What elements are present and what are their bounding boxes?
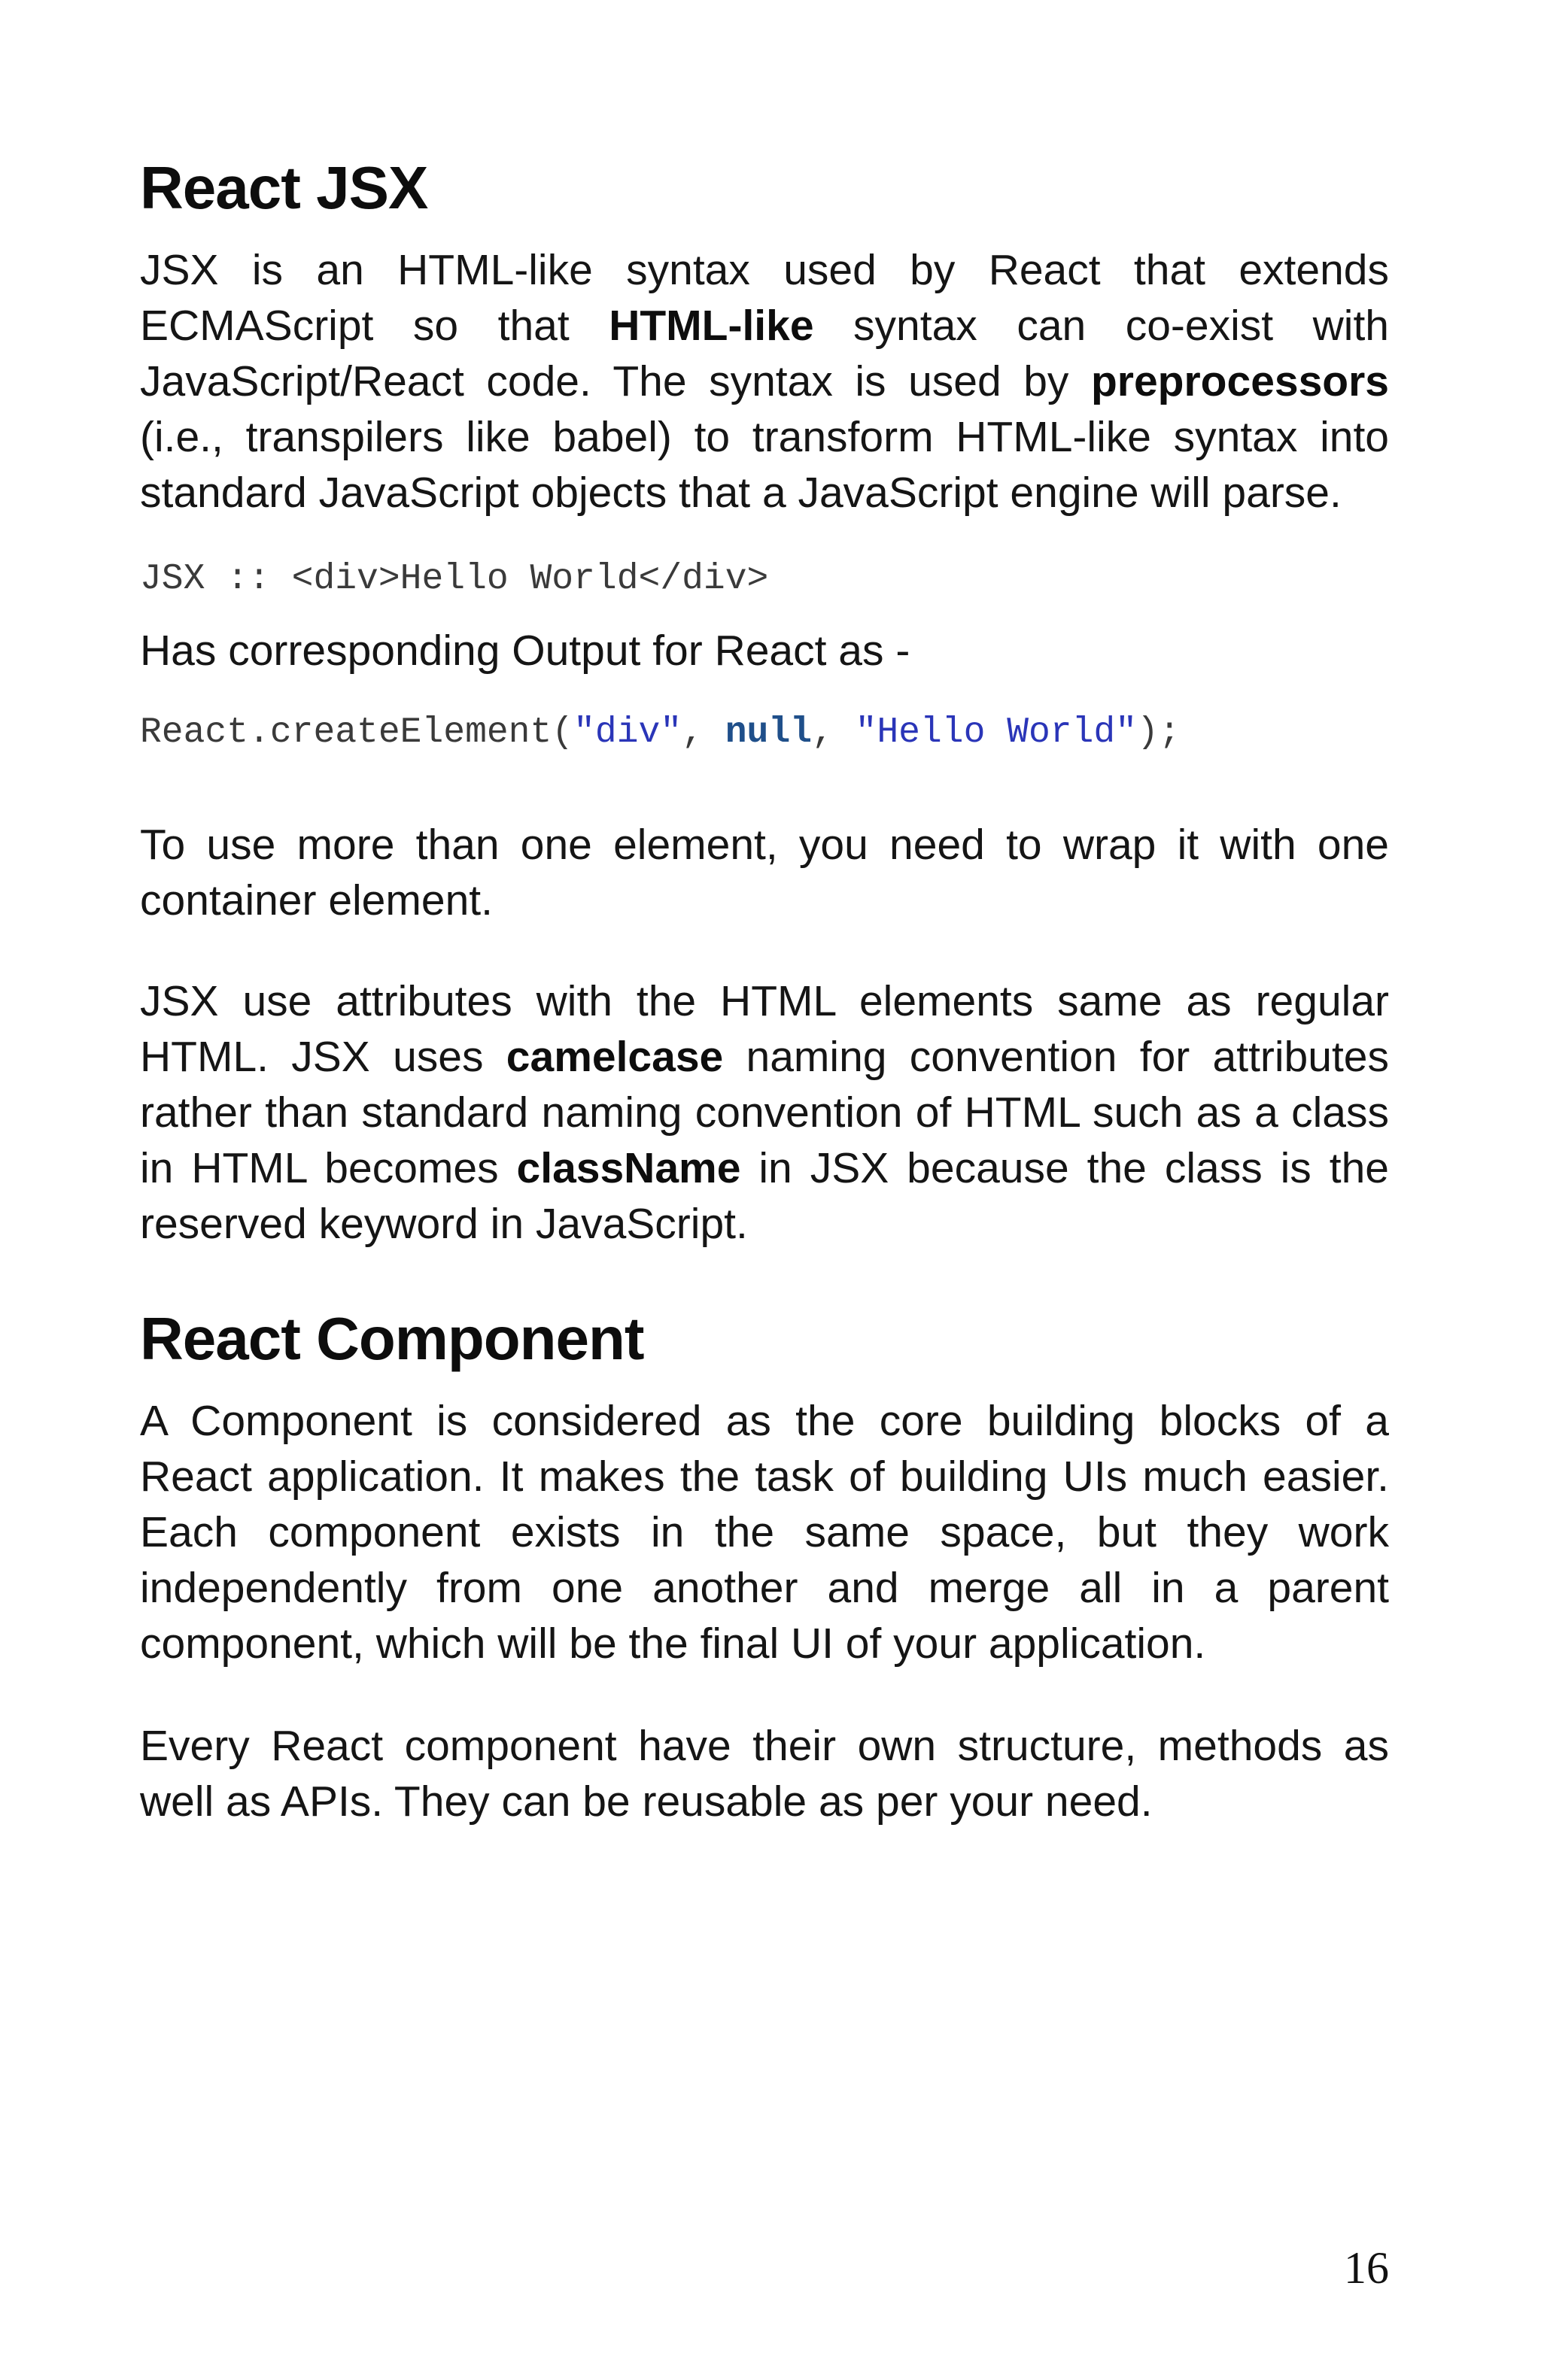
jsx-intro-paragraph	[140, 242, 1389, 521]
text-run: syntax can co-exist with JavaScript/React code. The syntax is used by	[140, 302, 1389, 405]
jsx-attributes-paragraph	[140, 973, 1389, 1252]
text-run: JSX use attributes with the HTML elements same as regular HTML. JSX uses	[140, 977, 1389, 1081]
section-heading-react-component: React Component	[140, 1305, 644, 1372]
code-string: "div"	[573, 712, 682, 753]
page-content	[140, 150, 1389, 1829]
bold-term-classname: className	[516, 1144, 741, 1192]
code-string: "Hello World"	[855, 712, 1138, 753]
wrap-container-paragraph: To use more than one element, you need to wrap it with one container element.	[140, 821, 1389, 924]
text-run: naming convention for attributes rather than standard naming convention of HTML such as a class in HTML becomes	[140, 1033, 1389, 1192]
page-number: 16	[1344, 2243, 1389, 2293]
text-run: (i.e., transpilers like babel) to transform HTML-like syntax into standard JavaScript objects that a JavaScript engine will parse.	[140, 413, 1389, 517]
code-token: ,	[682, 712, 725, 753]
output-caption: Has corresponding Output for React as -	[140, 627, 910, 675]
code-create-element	[140, 710, 1389, 755]
component-structure-paragraph: Every React component have their own structure, methods as well as APIs. They can be reusable as per your need.	[140, 1722, 1389, 1826]
bold-term-preprocessors: preprocessors	[1090, 357, 1389, 405]
code-token: React.createElement(	[140, 712, 574, 753]
text-run: in JSX because the class is the reserved keyword in JavaScript.	[140, 1144, 1389, 1248]
code-token: );	[1137, 712, 1181, 753]
code-keyword: null	[725, 712, 812, 753]
section-heading-react-jsx: React JSX	[140, 154, 428, 221]
code-token: ,	[811, 712, 856, 753]
bold-term-camelcase: camelcase	[506, 1033, 724, 1081]
text-run: JSX is an HTML-like syntax used by React that extends ECMAScript so that	[140, 246, 1389, 350]
component-intro-paragraph: A Component is considered as the core building blocks of a React application. It makes the task of building UIs much easier. Each component exists in the same space, but they work independently from one another and merge all in a parent component, which will be the final UI of your application.	[140, 1397, 1389, 1668]
bold-term-html-like: HTML-like	[609, 302, 814, 350]
code-jsx-example: JSX :: <div>Hello World</div>	[140, 559, 769, 600]
